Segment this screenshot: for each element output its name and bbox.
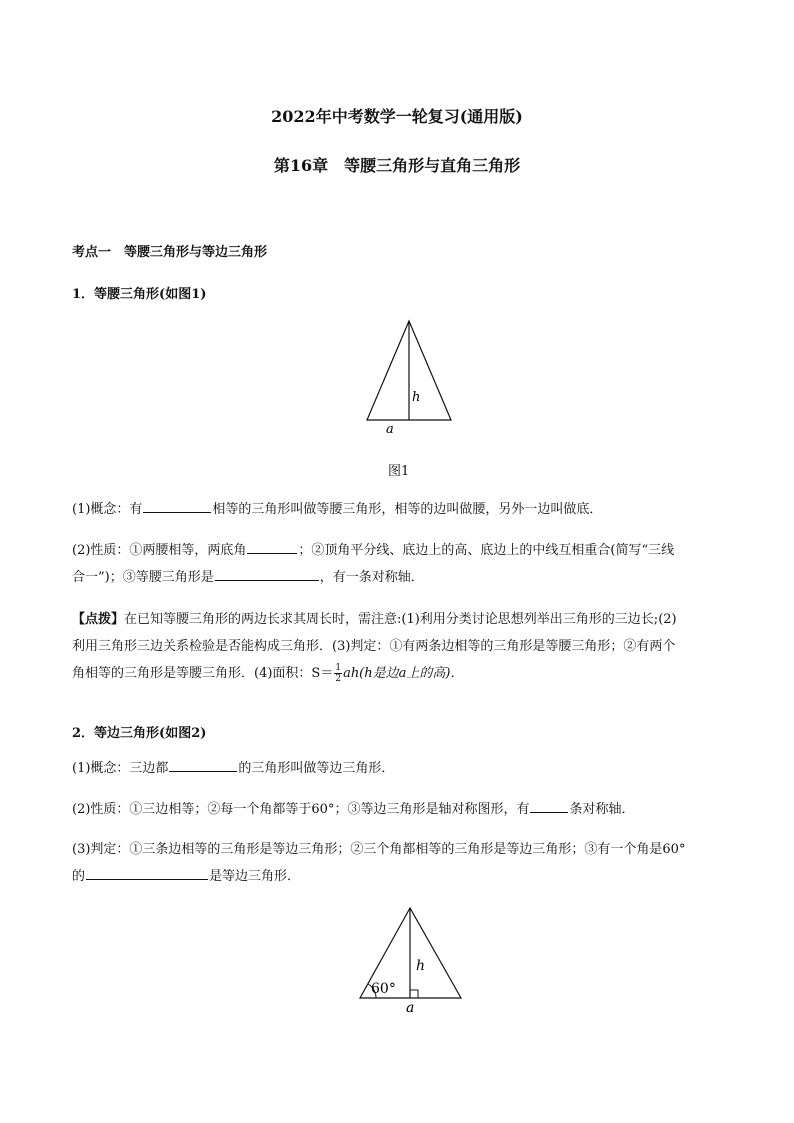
figure1-isosceles-triangle xyxy=(362,318,462,438)
property-paragraph xyxy=(72,537,732,591)
fraction-one-half xyxy=(334,663,342,684)
concept-text-before: (1)概念：有 xyxy=(72,502,143,517)
concept-paragraph xyxy=(72,496,732,523)
a-label: a xyxy=(406,1000,415,1016)
eq-judge-line-2-after: 是等边三角形． xyxy=(209,869,301,884)
chapter-title: 第16章 等腰三角形与直角三角形 xyxy=(273,156,521,175)
angle-label: 60° xyxy=(371,981,396,997)
eq-concept-paragraph xyxy=(72,755,732,782)
fraction-denominator: 2 xyxy=(335,674,342,684)
figure2-equilateral-triangle xyxy=(354,904,468,1016)
eq-property-after: 条对称轴． xyxy=(569,802,635,817)
answer-blank[interactable] xyxy=(530,800,568,813)
eq-judge-line-1: (3)判定：①三条边相等的三角形是等边三角形；②三个角都相等的三角形是等边三角形；③有一个角是60° xyxy=(72,842,686,857)
eq-property-before: (2)性质：①三边相等；②每一个角都等于60°；③等边三角形是轴对称图形，有 xyxy=(72,802,530,817)
property-text-2: ；②顶角平分线、底边上的高、底边上的中线互相重合(简写“三线 xyxy=(298,543,675,558)
answer-blank[interactable] xyxy=(169,759,237,772)
tip-label: 【点拨】 xyxy=(72,612,125,627)
tip-paragraph xyxy=(72,606,732,687)
property-text-3: 合一”)；③等腰三角形是 xyxy=(72,570,214,585)
eq-property-paragraph xyxy=(72,796,732,823)
figure1-caption: 图1 xyxy=(388,464,410,479)
eq-concept-after: 的三角形叫做等边三角形． xyxy=(238,761,395,776)
answer-blank[interactable] xyxy=(143,500,211,513)
fraction-numerator: 1 xyxy=(335,663,342,673)
right-angle-marker xyxy=(410,990,418,998)
item2-title: 2．等边三角形(如图2) xyxy=(72,726,207,741)
a-label: a xyxy=(386,422,394,437)
property-text-4: ，有一条对称轴． xyxy=(319,570,424,585)
section-heading: 考点一 等腰三角形与等边三角形 xyxy=(72,245,268,260)
h-label: h xyxy=(416,958,426,974)
property-text-1: (2)性质：①两腰相等，两底角 xyxy=(72,543,247,558)
tip-line-3-tail: ah(h是边a上的高)． xyxy=(343,666,464,681)
answer-blank[interactable] xyxy=(86,867,208,880)
tip-line-1: 在已知等腰三角形的两边长求其周长时，需注意:(1)利用分类讨论思想列举出三角形的三边长;(2) xyxy=(124,612,677,627)
eq-concept-before: (1)概念：三边都 xyxy=(72,761,169,776)
answer-blank[interactable] xyxy=(215,568,319,581)
tip-line-2: 利用三角形三边关系检验是否能构成三角形．(3)判定：①有两条边相等的三角形是等腰三角形；②有两个 xyxy=(72,639,676,654)
tip-line-3: 角相等的三角形是等腰三角形．(4)面积：S＝ xyxy=(72,666,334,681)
h-label: h xyxy=(412,390,421,405)
concept-text-after: 相等的三角形叫做等腰三角形，相等的边叫做腰，另外一边叫做底． xyxy=(212,502,603,517)
item1-title: 1．等腰三角形(如图1) xyxy=(72,287,207,302)
eq-judge-line-2-before: 的 xyxy=(72,869,86,884)
answer-blank[interactable] xyxy=(247,541,297,554)
document-title: 2022年中考数学一轮复习(通用版) xyxy=(271,107,523,126)
eq-judge-paragraph xyxy=(72,836,732,890)
